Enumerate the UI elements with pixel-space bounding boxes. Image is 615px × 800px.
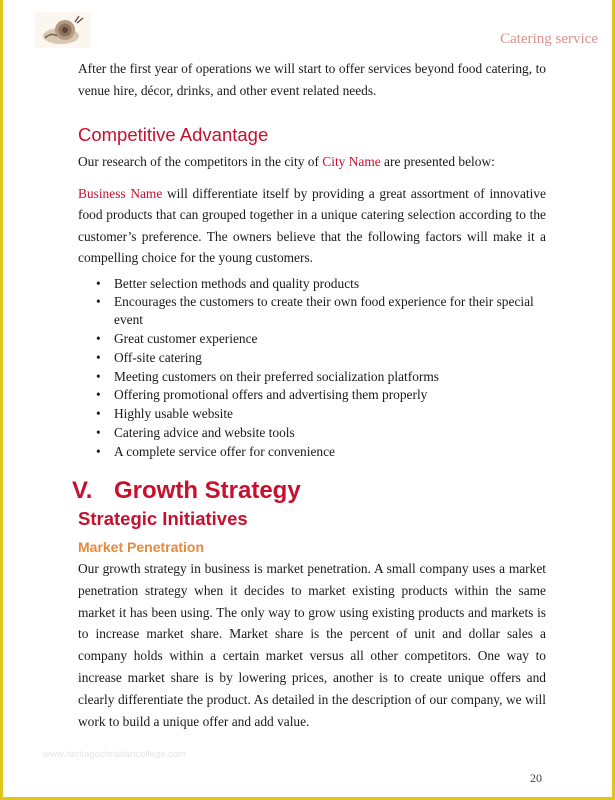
differentiation-text: will differentiate itself by providing a great assortment of innovative food products that can grouped together in a unique catering selection according to the customer’s preference. The owners believe that the following factors will make it a compelling choice for the young customers. [78,185,546,265]
list-item-text: A complete service offer for convenience [114,444,335,460]
bullet-icon: • [96,294,101,310]
bullet-icon: • [96,387,101,403]
header-title: Catering service [500,31,598,47]
list-item [96,424,546,443]
list-item-text: Off-site catering [114,349,202,365]
bullet-icon: • [96,349,101,365]
growth-paragraph: Our growth strategy in business is market penetration. A small company uses a market penetration strategy when it decides to market existing products within the same market it has been using. The only way to grow using existing products and markets is to increase market share. Market share is the percent of unit and dollar sales a company holds within a certain market versus all other competitors. One way to increase market share is by lowering prices, another is to create unique offers and clearly differentiate the product. As detailed in the description of our company, we will work to build a unique offer and add value. [78,561,546,729]
bullet-icon: • [96,444,101,460]
list-item-text: Highly usable website [114,406,234,422]
list-item-text: Offering promotional offers and advertising them properly [114,387,428,403]
section-heading [72,476,546,506]
bullet-icon: • [96,368,101,384]
intro-paragraph: After the first year of operations we will start to offer services beyond food catering, to venue hire, décor, drinks, and other event related needs. [78,61,546,98]
bullet-icon: • [96,330,101,346]
strategic-initiatives-heading: Strategic Initiatives [78,508,248,530]
differentiation-paragraph [78,183,546,269]
research-paragraph [78,151,546,173]
page-content [72,58,546,732]
list-item [96,405,546,424]
research-text-after: are presented below: [380,154,495,169]
section-number: V. [72,477,93,505]
competitive-advantage-heading: Competitive Advantage [78,124,269,145]
snail-logo-icon [35,12,91,48]
list-item-text: Encourages the customers to create their own food experience for their special event [114,294,534,327]
market-penetration-heading: Market Penetration [78,539,205,556]
list-item [96,275,546,294]
bullet-icon: • [96,425,101,441]
list-item [96,368,546,387]
section-title: Growth Strategy [114,477,301,505]
bullet-icon: • [96,406,101,422]
watermark-text: www.heritagechristiancollege.com [43,749,187,760]
list-item-text: Great customer experience [114,330,258,346]
research-text-before: Our research of the competitors in the city of [78,154,323,169]
bullet-icon: • [96,275,101,291]
list-item [96,349,546,368]
city-name-placeholder: City Name [322,154,381,169]
list-item [96,330,546,349]
page-number: 20 [530,771,542,785]
list-item-text: Catering advice and website tools [114,425,295,441]
list-item-text: Meeting customers on their preferred socialization platforms [114,368,439,384]
list-item [96,293,546,329]
list-item [96,386,546,405]
business-name-placeholder: Business Name [78,185,163,201]
factors-list [78,275,546,463]
list-item-text: Better selection methods and quality products [114,275,360,291]
list-item [96,443,546,462]
